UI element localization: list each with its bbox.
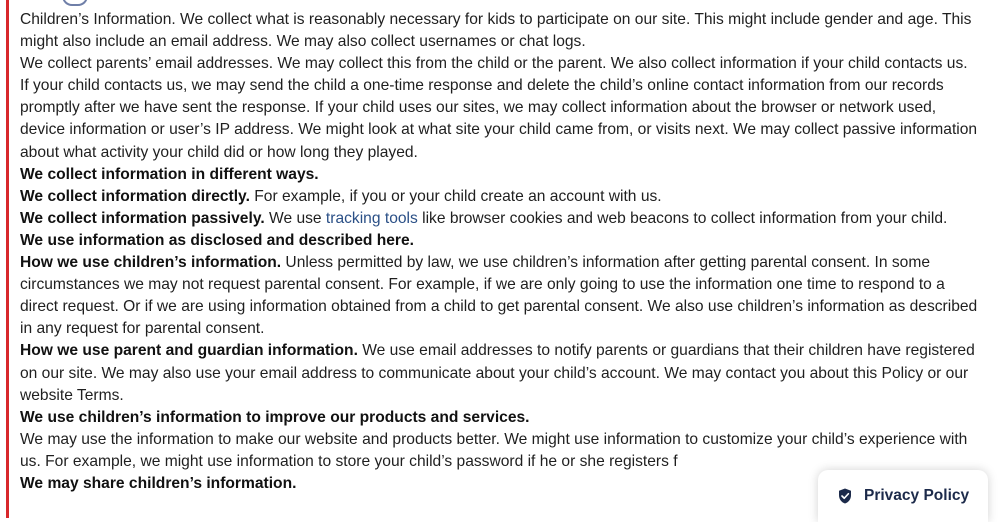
paragraph-use-childrens-information: How we use children’s information. Unless permitted by law, we use children’s information after getting parental consent. In some circumstances we may not request parental consent. For example, if we are only going to use the information one time to respond to a direct request. Or if we are using information obtained from a child to get parental consent. We also use children’s information as described in any request for parental consent. xyxy=(20,254,978,338)
privacy-policy-button[interactable] xyxy=(818,470,988,522)
tracking-tools-link[interactable]: tracking tools xyxy=(325,209,418,227)
accent-bar xyxy=(6,0,9,518)
heading-collect-different-ways: We collect information in different ways. xyxy=(20,165,319,183)
heading-use-information: We use information as disclosed and described here. xyxy=(20,231,415,249)
heading-share-information: We may share children’s information. xyxy=(20,474,297,492)
paragraph-use-parent-information: How we use parent and guardian information. We use email addresses to notify parents or guardians that their children have registered on our site. We may also use your email address to communicate about your child’s account. We may contact you about this Policy or our website Terms. xyxy=(20,342,975,404)
paragraph-collect-passively: We collect information passively. We use tracking tools like browser cookies and web beacons to collect information from your child. xyxy=(20,209,948,227)
paragraph-parents-email: We collect parents’ email addresses. We may collect this from the child or the parent. We also collect information if your child contacts us. If your child contacts us, we may send the child a one-time response and delete the child’s online contact information from our records promptly after we have sent the response. If your child uses our sites, we may collect information about the browser or network used, device information or user’s IP address. We might look at what site your child came from, or visits next. We may collect passive information about what activity your child did or how long they played. xyxy=(20,55,978,161)
paragraph-childrens-information: Children’s Information. We collect what is reasonably necessary for kids to participate on our site. This might include gender and age. This might also include an email address. We may also collect usernames or chat logs. xyxy=(20,11,972,51)
heading-improve-products: We use children’s information to improve our products and services. xyxy=(20,408,530,426)
privacy-policy-label: Privacy Policy xyxy=(864,487,970,504)
shield-check-icon xyxy=(836,487,854,505)
paragraph-collect-directly: We collect information directly. For example, if you or your child create an account with us. xyxy=(20,187,662,205)
logo-fragment xyxy=(62,0,88,6)
policy-content xyxy=(20,9,980,495)
paragraph-improve-products: We may use the information to make our website and products better. We might use information to customize your child’s experience with us. For example, we might use information to store your child’s password if he or she registers f xyxy=(20,430,968,470)
